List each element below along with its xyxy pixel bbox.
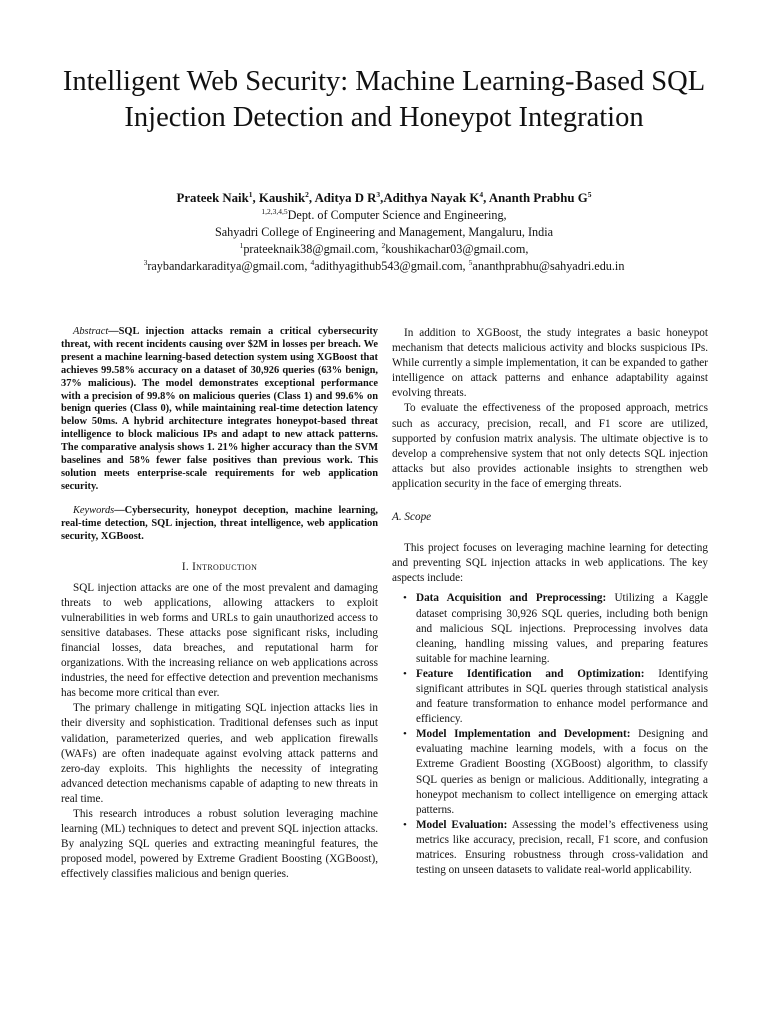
bullet-icon: • bbox=[403, 728, 407, 741]
email-superscript: 5 bbox=[468, 258, 473, 267]
right-column bbox=[392, 326, 708, 878]
list-item-text: Assessing the model’s effectiveness using metrics like accuracy, precision, recall, F1 score, and confusion matrices. Ensuring robustness through cross-validation and testing on unseen datasets to validate real-world applicability. bbox=[416, 818, 708, 877]
intro-paragraph: This research introduces a robust solution leveraging machine learning (ML) techniques to detect and prevent SQL injection attacks. By analyzing SQL queries and extracting meaningful features, the proposed model, powered by Extreme Gradient Boosting (XGBoost), effectively classifies malicious and benign queries. bbox=[61, 808, 378, 881]
author-block bbox=[40, 190, 728, 275]
author-name: Ananth Prabhu G bbox=[488, 191, 588, 205]
email-address: koushikachar03@gmail.com, bbox=[385, 242, 529, 256]
list-item-lead: Model Evaluation: bbox=[416, 818, 508, 831]
author-superscript: 5 bbox=[587, 190, 592, 199]
paper-title: Intelligent Web Security: Machine Learning-Based SQL Injection Detection and Honeypot Integration bbox=[62, 66, 706, 133]
email-line-2 bbox=[40, 258, 728, 275]
affiliation-department bbox=[40, 207, 728, 224]
bullet-icon: • bbox=[403, 667, 407, 680]
affiliation-superscript: 1,2,3,4,5 bbox=[261, 207, 288, 216]
section-number: I. bbox=[181, 560, 193, 573]
author-separator: , bbox=[483, 191, 489, 205]
author-separator: , bbox=[380, 191, 384, 205]
email-address: prateeknaik38@gmail.com, bbox=[243, 242, 382, 256]
email-superscript: 4 bbox=[310, 258, 315, 267]
list-item-text: Identifying significant attributes in SQL queries through statistical analysis and feature transformation to enhance model performance and efficiency. bbox=[416, 667, 708, 726]
left-column bbox=[61, 326, 378, 882]
list-item-lead: Model Implementation and Development: bbox=[416, 728, 631, 741]
list-item bbox=[403, 727, 708, 818]
email-address: adithyagithub543@gmail.com, bbox=[314, 259, 469, 273]
keywords-text: —Cybersecurity, honeypot deception, machine learning, real-time detection, SQL injection, threat intelligence, web application security, XGBoost. bbox=[61, 504, 378, 542]
abstract bbox=[61, 326, 378, 494]
author-name: Aditya D R bbox=[314, 191, 377, 205]
author-separator: , bbox=[252, 191, 259, 205]
section-heading-introduction bbox=[61, 560, 378, 575]
list-item-text: Designing and evaluating machine learning models, with a focus on the Extreme Gradient Boosting (XGBoost) algorithm, to classify SQL queries as benign or malicious. Additionally, integrating a honeypot mechanism to collect intelligence on emerging attack patterns. bbox=[416, 728, 708, 816]
scope-list bbox=[392, 591, 708, 878]
bullet-icon: • bbox=[403, 592, 407, 605]
abstract-text: —SQL injection attacks remain a critical cybersecurity threat, with recent incidents causing over $2M in losses per breach. We present a machine learning-based detection system using XGBoost that achieves 99.58% accuracy on a dataset of 30,926 queries (63% benign, 37% malicious). The model demonstrates exceptional performance with a precision of 99.8% on malicious queries (Class 1) and 99.6% on benign queries (Class 0), while maintaining real-time detection latency below 50ms. A hybrid architecture integrates honeypot-based threat intelligence to block malicious IPs and adapt to new attack patterns. The comparative analysis shows 1. 21% higher accuracy than the SVM baselines and 58% fewer false positives than previous work. This solution meets enterprise-scale requirements for web application security. bbox=[61, 326, 378, 492]
intro-paragraph: To evaluate the effectiveness of the proposed approach, metrics such as accuracy, precision, recall, and F1 score are utilized, supported by confusion matrix analysis. The ultimate objective is to develop a comprehensive system that not only detects SQL injection attacks but also provides actionable insights to strengthen web application security in the face of emerging threats. bbox=[392, 402, 708, 490]
abstract-label: Abstract bbox=[73, 326, 109, 337]
subsection-heading-scope: A. Scope bbox=[392, 511, 432, 524]
affiliation-college: Sahyadri College of Engineering and Management, Mangaluru, India bbox=[214, 225, 554, 239]
author-name: Kaushik bbox=[258, 191, 306, 205]
list-item-lead: Data Acquisition and Preprocessing: bbox=[416, 592, 607, 605]
author-name: Adithya Nayak K bbox=[383, 191, 480, 205]
keywords bbox=[61, 505, 378, 544]
email-superscript: 1 bbox=[239, 241, 244, 250]
email-address: raybandarkaraditya@gmail.com, bbox=[147, 259, 311, 273]
intro-paragraph: The primary challenge in mitigating SQL injection attacks lies in their diversity and sophistication. Traditional defenses such as input validation, parameterized queries, and web application firewalls (WAFs) are often inadequate against evolving attack patterns and zero-day exploits. This highlights the necessity of integrating advanced detection mechanisms capable of adapting to new threats in real time. bbox=[61, 702, 378, 805]
keywords-label: Keywords bbox=[73, 504, 115, 516]
author-separator: , bbox=[308, 191, 315, 205]
author-superscript: 1 bbox=[248, 190, 253, 199]
affiliation bbox=[40, 207, 728, 275]
author-superscript: 3 bbox=[376, 190, 381, 199]
bullet-icon: • bbox=[403, 818, 407, 831]
list-item bbox=[403, 818, 708, 878]
list-item bbox=[403, 591, 708, 666]
author-superscript: 2 bbox=[305, 190, 309, 199]
department-text: Dept. of Computer Science and Engineering, bbox=[287, 208, 507, 222]
scope-intro: This project focuses on leveraging machine learning for detecting and preventing SQL injection attacks in web applications. The key aspects include: bbox=[392, 542, 708, 585]
intro-paragraph: In addition to XGBoost, the study integrates a basic honeypot mechanism that detects malicious activity and blocks suspicious IPs. While currently a simple implementation, it can be expanded to gather intelligence on attack patterns and enhance adaptability against evolving threats. bbox=[392, 327, 708, 400]
list-item-lead: Feature Identification and Optimization: bbox=[416, 667, 645, 680]
email-line-1 bbox=[40, 241, 728, 258]
intro-paragraph: SQL injection attacks are one of the most prevalent and damaging threats to web applications, allowing attackers to exploit vulnerabilities in web forms and URLs to gain unauthorized access to sensitive databases. These attacks pose significant risks, including financial losses, data breaches, and reputational harm for organizations. With the increasing reliance on web applications across industries, the need for effective detection and prevention mechanisms has become more critical than ever. bbox=[61, 581, 378, 700]
author-superscript: 4 bbox=[479, 190, 484, 199]
author-list bbox=[40, 190, 728, 207]
list-item bbox=[403, 667, 708, 727]
email-superscript: 3 bbox=[143, 258, 148, 267]
list-item-text: Utilizing a Kaggle dataset comprising 30,926 SQL queries, including both benign and malicious SQL injections. Preprocessing involves data cleaning, handling missing values, and preparing features suitable for machine learning. bbox=[416, 592, 708, 665]
email-superscript: 2 bbox=[381, 241, 386, 250]
author-name: Prateek Naik bbox=[176, 191, 249, 205]
email-address: ananthprabhu@sahyadri.edu.in bbox=[472, 259, 625, 273]
section-title: Introduction bbox=[192, 560, 258, 573]
